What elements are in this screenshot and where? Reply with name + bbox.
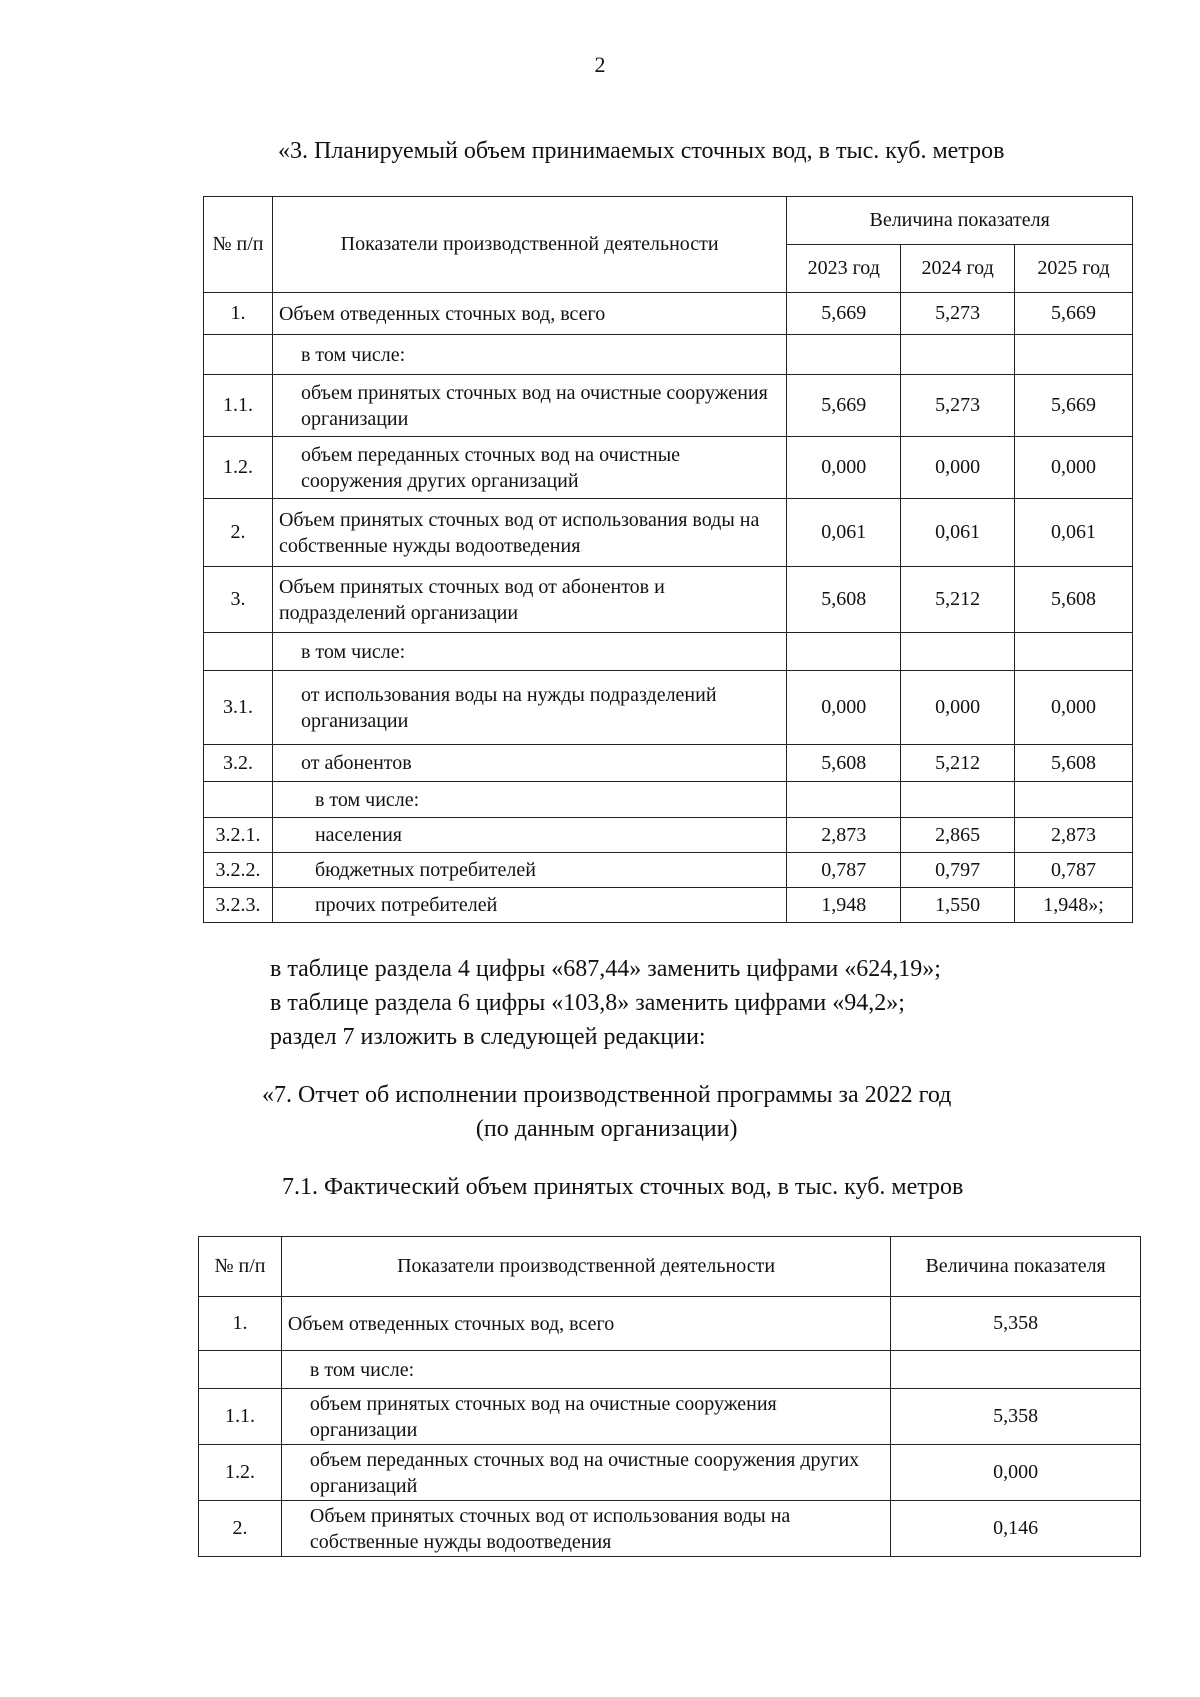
row-value: 5,669 — [1015, 293, 1133, 335]
row-num: 2. — [199, 1501, 282, 1557]
col-num-header: № п/п — [204, 197, 273, 293]
row-value: 0,000 — [901, 671, 1015, 745]
row-label: объем принятых сточных вод на очистные сооружения организации — [281, 1389, 890, 1445]
row-value — [1015, 782, 1133, 818]
row-value: 5,608 — [1015, 745, 1133, 782]
row-value: 5,212 — [901, 745, 1015, 782]
row-num — [199, 1351, 282, 1389]
row-value: 0,787 — [1015, 853, 1133, 888]
row-label: Объем отведенных сточных вод, всего — [281, 1297, 890, 1351]
row-value: 2,865 — [901, 818, 1015, 853]
row-label: населения — [272, 818, 786, 853]
row-label: прочих потребителей — [272, 888, 786, 923]
row-value: 0,061 — [1015, 499, 1133, 567]
paragraph-line: в таблице раздела 4 цифры «687,44» заменить цифрами «624,19»; — [270, 956, 941, 982]
row-value — [1015, 633, 1133, 671]
table-row — [204, 745, 1133, 782]
table1-title: «3. Планируемый объем принимаемых сточных вод, в тыс. куб. метров — [278, 138, 1005, 164]
row-label: Объем принятых сточных вод от использования воды на собственные нужды водоотведения — [281, 1501, 890, 1557]
row-value: 0,000 — [1015, 671, 1133, 745]
table-row — [199, 1445, 1141, 1501]
row-num: 3.2.3. — [204, 888, 273, 923]
table-row — [204, 437, 1133, 499]
row-num: 3.2.2. — [204, 853, 273, 888]
row-value: 2,873 — [1015, 818, 1133, 853]
row-value: 5,608 — [1015, 567, 1133, 633]
page-number: 2 — [594, 52, 606, 77]
table-row — [199, 1351, 1141, 1389]
row-label: в том числе: — [272, 633, 786, 671]
col-num-header: № п/п — [199, 1237, 282, 1297]
table-row — [204, 818, 1133, 853]
row-value: 1,948 — [787, 888, 901, 923]
row-label: Объем принятых сточных вод от абонентов и подразделений организации — [272, 567, 786, 633]
row-num — [204, 335, 273, 375]
row-value: 5,212 — [901, 567, 1015, 633]
row-label: в том числе: — [272, 782, 786, 818]
row-value — [891, 1351, 1141, 1389]
row-num: 3. — [204, 567, 273, 633]
table-row — [204, 888, 1133, 923]
row-value: 5,669 — [787, 375, 901, 437]
paragraph-line: раздел 7 изложить в следующей редакции: — [270, 1024, 706, 1050]
row-label: от абонентов — [272, 745, 786, 782]
row-label: бюджетных потребителей — [272, 853, 786, 888]
row-num: 3.1. — [204, 671, 273, 745]
row-value: 0,000 — [891, 1445, 1141, 1501]
row-value: 0,146 — [891, 1501, 1141, 1557]
table-row — [204, 335, 1133, 375]
row-label: Объем принятых сточных вод от использования воды на собственные нужды водоотведения — [272, 499, 786, 567]
table-row — [204, 375, 1133, 437]
row-label: Объем отведенных сточных вод, всего — [272, 293, 786, 335]
row-value: 5,608 — [787, 745, 901, 782]
row-num: 3.2.1. — [204, 818, 273, 853]
row-value: 0,797 — [901, 853, 1015, 888]
row-value: 1,550 — [901, 888, 1015, 923]
row-value — [901, 782, 1015, 818]
table-row — [204, 293, 1133, 335]
row-num: 1.2. — [199, 1445, 282, 1501]
table2-title: 7.1. Фактический объем принятых сточных вод, в тыс. куб. метров — [282, 1174, 964, 1200]
row-num: 2. — [204, 499, 273, 567]
row-value: 5,358 — [891, 1297, 1141, 1351]
planned-volume-table — [203, 196, 1133, 923]
table-row — [199, 1501, 1141, 1557]
col-indicator-header: Показатели производственной деятельности — [272, 197, 786, 293]
row-value: 0,000 — [1015, 437, 1133, 499]
row-value — [901, 335, 1015, 375]
row-value: 0,787 — [787, 853, 901, 888]
row-value: 0,000 — [787, 437, 901, 499]
section7-title-line2: (по данным организации) — [475, 1116, 738, 1142]
table-row — [204, 671, 1133, 745]
year-header: 2023 год — [787, 245, 901, 293]
row-value: 5,273 — [901, 375, 1015, 437]
row-label: объем принятых сточных вод на очистные сооружения организации — [272, 375, 786, 437]
row-num: 1.1. — [199, 1389, 282, 1445]
row-value — [787, 335, 901, 375]
paragraph-line: в таблице раздела 6 цифры «103,8» заменить цифрами «94,2»; — [270, 990, 905, 1016]
row-value — [901, 633, 1015, 671]
row-label: от использования воды на нужды подразделений организации — [272, 671, 786, 745]
row-value — [1015, 335, 1133, 375]
col-value-header: Величина показателя — [891, 1237, 1141, 1297]
row-value: 0,061 — [787, 499, 901, 567]
row-value: 0,061 — [901, 499, 1015, 567]
table-row — [204, 853, 1133, 888]
row-value: 1,948»; — [1015, 888, 1133, 923]
amendment-text — [270, 952, 941, 1054]
row-label: в том числе: — [281, 1351, 890, 1389]
row-value: 5,608 — [787, 567, 901, 633]
row-value: 5,669 — [787, 293, 901, 335]
row-num: 1.2. — [204, 437, 273, 499]
row-value: 5,273 — [901, 293, 1015, 335]
actual-volume-table — [198, 1236, 1141, 1557]
table-row — [204, 567, 1133, 633]
table-row — [204, 782, 1133, 818]
section7-heading — [262, 1078, 951, 1146]
year-header: 2025 год — [1015, 245, 1133, 293]
row-num — [204, 782, 273, 818]
row-value: 5,358 — [891, 1389, 1141, 1445]
table-row — [204, 499, 1133, 567]
row-label: в том числе: — [272, 335, 786, 375]
row-num: 1. — [204, 293, 273, 335]
row-value: 0,000 — [901, 437, 1015, 499]
row-num: 1.1. — [204, 375, 273, 437]
section7-title-line1: «7. Отчет об исполнении производственной программы за 2022 год — [262, 1082, 952, 1108]
row-label: объем переданных сточных вод на очистные сооружения других организаций — [272, 437, 786, 499]
row-num: 1. — [199, 1297, 282, 1351]
year-header: 2024 год — [901, 245, 1015, 293]
row-value — [787, 782, 901, 818]
row-num — [204, 633, 273, 671]
col-indicator-header: Показатели производственной деятельности — [281, 1237, 890, 1297]
row-value: 2,873 — [787, 818, 901, 853]
table-row — [199, 1297, 1141, 1351]
table-row — [199, 1389, 1141, 1445]
row-value: 5,669 — [1015, 375, 1133, 437]
col-value-header: Величина показателя — [787, 197, 1133, 245]
row-num: 3.2. — [204, 745, 273, 782]
row-value: 0,000 — [787, 671, 901, 745]
row-value — [787, 633, 901, 671]
row-label: объем переданных сточных вод на очистные сооружения других организаций — [281, 1445, 890, 1501]
table-row — [204, 633, 1133, 671]
